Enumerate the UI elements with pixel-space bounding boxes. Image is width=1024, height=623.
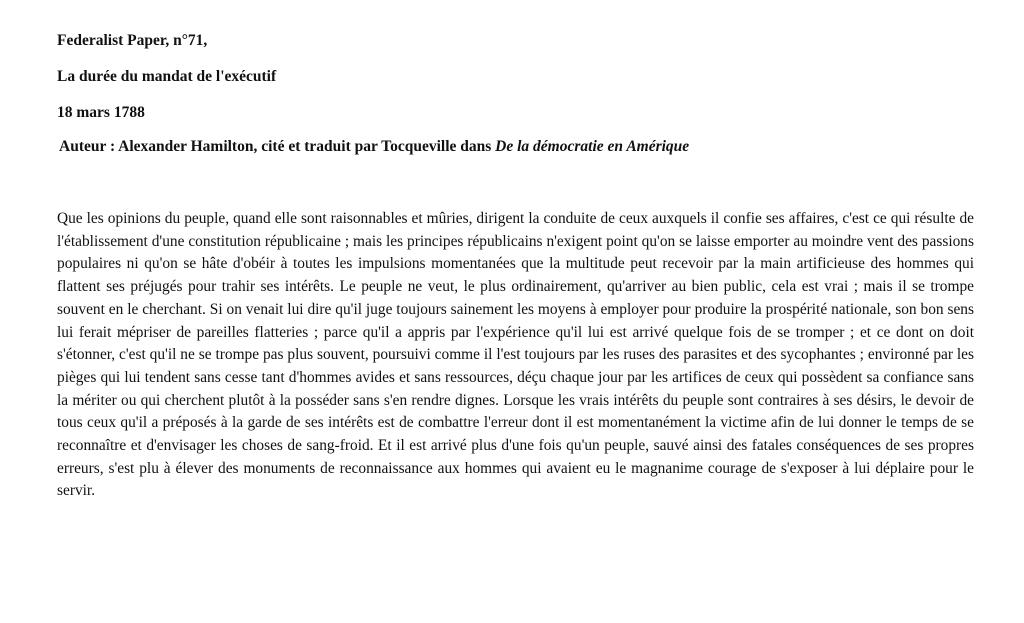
body-paragraph: Que les opinions du peuple, quand elle sont raisonnables et mûries, dirigent la conduite de ceux auxquels il confie ses affaires, c'est ce qui résulte de l'établissement d'une constitution républicaine ; mais les principes républicains n'exigent point qu'on se laisse emporter au moindre vent des passions populaires ni qu'on se hâte d'obéir à toutes les impulsions momentanées que la multitude peut recevoir par la main artificieuse des hommes qui flattent ses préjugés pour trahir ses intérêts. Le peuple ne veut, le plus ordinairement, qu'arriver au bien public, cela est vrai ; mais il se trompe souvent en le cherchant. Si on venait lui dire qu'il juge toujours sainement les moyens à employer pour produire la prospérité nationale, son bon sens lui ferait mépriser de pareilles flatteries ; parce qu'il a appris par l'expérience qu'il lui est arrivé quelque fois de se tromper ; et ce dont on doit s'étonner, c'est qu'il ne se trompe pas plus souvent, poursuivi comme il l'est toujours par les ruses des parasites et des sycophantes ; environné par les pièges qui lui tendent sans cesse tant d'hommes avides et sans ressources, déçu chaque jour par les artifices de ceux qui possèdent sa confiance sans la mériter ou qui cherchent plutôt à la posséder sans s'en rendre dignes. Lorsque les vrais intérêts du peuple sont contraires à ses désirs, le devoir de tous ceux qu'il a préposés à la garde de ses intérêts est de combattre l'erreur dont il est momentanément la victime afin de lui donner le temps de se reconnaître et d'envisager les choses de sang-froid. Et il est arrivé plus d'une fois qu'un peuple, sauvé ainsi des fatales conséquences de ses propres erreurs, s'est plu à élever des monuments de reconnaissance aux hommes qui avaient eu le magnanime courage de s'exposer à lui déplaire pour le servir. bbox=[57, 210, 974, 500]
author-line bbox=[59, 137, 689, 157]
document-series-title: Federalist Paper, n°71, bbox=[57, 32, 208, 49]
cited-work-title: De la démocratie en Amérique bbox=[495, 138, 690, 155]
document-date: 18 mars 1788 bbox=[57, 104, 145, 121]
document-subtitle: La durée du mandat de l'exécutif bbox=[57, 68, 277, 85]
author-credit: Auteur : Alexander Hamilton, cité et traduit par Tocqueville dans bbox=[59, 138, 496, 155]
